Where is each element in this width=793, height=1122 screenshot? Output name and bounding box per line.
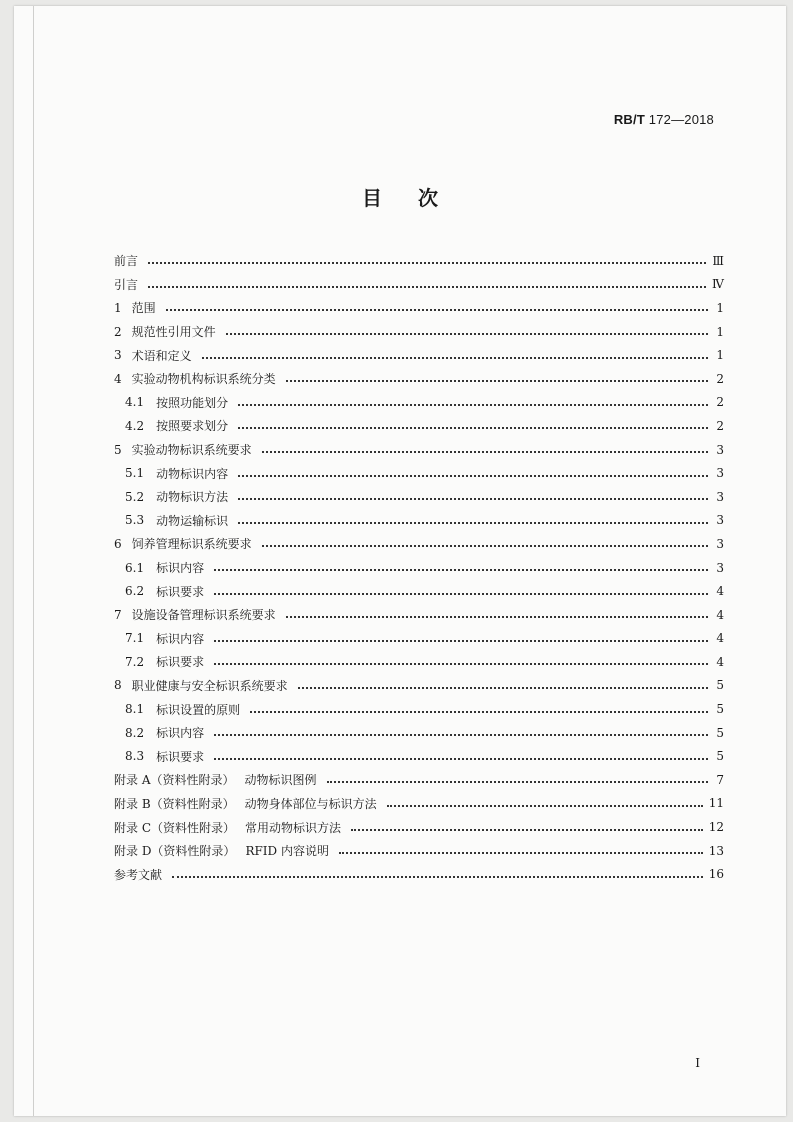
toc-entry-page: 3 xyxy=(716,513,724,528)
toc-entry-label: 动物运输标识 xyxy=(156,513,229,528)
toc-entry-label: 规范性引用文件 xyxy=(131,325,216,340)
toc-entry[interactable] xyxy=(114,650,724,674)
toc-entry[interactable] xyxy=(114,296,724,320)
toc-entry-number: 8.1 xyxy=(125,702,145,717)
toc-entry-label: 术语和定义 xyxy=(131,348,192,363)
toc-dot-leader xyxy=(286,379,708,382)
document-page xyxy=(14,6,786,1116)
toc-entry-page: 5 xyxy=(716,725,724,740)
toc-entry-page: 5 xyxy=(716,749,724,764)
toc-entry-page: 2 xyxy=(716,395,724,410)
toc-entry-label: 实验动物标识系统要求 xyxy=(131,443,252,458)
toc-entry[interactable] xyxy=(114,744,724,768)
toc-entry-number: 5.3 xyxy=(125,513,145,528)
toc-entry-number: 3 xyxy=(114,348,122,363)
toc-dot-leader xyxy=(298,686,708,689)
toc-entry-label: 动物身体部位与标识方法 xyxy=(244,796,377,811)
toc-dot-leader xyxy=(339,851,703,854)
toc-entry[interactable] xyxy=(114,532,724,556)
toc-entry[interactable] xyxy=(114,249,724,273)
toc-entry-page: 11 xyxy=(708,796,724,811)
toc-entry[interactable] xyxy=(114,792,724,816)
toc-entry-label: 动物标识内容 xyxy=(156,466,229,481)
toc-entry-number: 7.1 xyxy=(125,631,145,646)
toc-entry-page: 1 xyxy=(716,300,724,315)
toc-entry-label: 实验动物机构标识系统分类 xyxy=(131,372,276,387)
toc-dot-leader xyxy=(286,615,708,618)
toc-entry-page: 13 xyxy=(708,843,724,858)
toc-entry-page: 16 xyxy=(708,867,724,882)
toc-entry[interactable] xyxy=(114,697,724,721)
toc-dot-leader xyxy=(226,332,708,335)
toc-dot-leader xyxy=(351,828,703,831)
table-of-contents xyxy=(114,249,724,886)
toc-entry[interactable] xyxy=(114,815,724,839)
toc-entry-number: 5.2 xyxy=(125,489,145,504)
toc-dot-leader xyxy=(327,780,709,783)
toc-entry-label: 标识内容 xyxy=(156,726,205,741)
toc-entry-number: 附录 B（资料性附录） xyxy=(114,796,235,811)
toc-entry-label: RFID 内容说明 xyxy=(245,844,329,859)
toc-entry-label: 前言 xyxy=(114,254,139,269)
standard-code-number: 172—2018 xyxy=(648,112,714,127)
toc-entry-page: 2 xyxy=(716,371,724,386)
toc-entry-page: 12 xyxy=(708,820,724,835)
toc-entry-number: 2 xyxy=(114,324,122,339)
toc-entry[interactable] xyxy=(114,461,724,485)
toc-entry-number: 1 xyxy=(114,300,122,315)
toc-entry-page: 1 xyxy=(716,324,724,339)
toc-entry-number: 4 xyxy=(114,371,122,386)
toc-entry[interactable] xyxy=(114,579,724,603)
toc-dot-leader xyxy=(262,450,708,453)
toc-entry[interactable] xyxy=(114,367,724,391)
toc-entry-label: 设施设备管理标识系统要求 xyxy=(131,608,276,623)
toc-entry-label: 常用动物标识方法 xyxy=(245,820,342,835)
toc-dot-leader xyxy=(238,474,708,477)
toc-entry-page: 4 xyxy=(716,631,724,646)
toc-entry-number: 7 xyxy=(114,607,122,622)
toc-entry[interactable] xyxy=(114,674,724,698)
toc-entry[interactable] xyxy=(114,862,724,886)
toc-entry-number: 6.1 xyxy=(125,560,145,575)
toc-entry-label: 饲养管理标识系统要求 xyxy=(131,537,252,552)
toc-dot-leader xyxy=(250,710,708,713)
toc-entry-label: 标识设置的原则 xyxy=(156,702,241,717)
toc-entry[interactable] xyxy=(114,320,724,344)
toc-entry[interactable] xyxy=(114,485,724,509)
toc-dot-leader xyxy=(166,308,708,311)
toc-entry-label: 标识内容 xyxy=(156,631,205,646)
toc-entry-number: 6 xyxy=(114,536,122,551)
toc-entry-page: Ⅳ xyxy=(712,277,724,292)
toc-entry-page: 2 xyxy=(716,418,724,433)
standard-code xyxy=(614,112,714,127)
toc-entry-number: 8.3 xyxy=(125,749,145,764)
page-number: I xyxy=(695,1056,700,1070)
toc-dot-leader xyxy=(238,426,708,429)
toc-entry-page: 4 xyxy=(716,584,724,599)
toc-entry-number: 4.2 xyxy=(125,418,145,433)
toc-entry-page: 3 xyxy=(716,442,724,457)
toc-entry-number: 附录 A（资料性附录） xyxy=(114,773,235,788)
toc-entry-number: 7.2 xyxy=(125,654,145,669)
toc-entry-label: 按照功能划分 xyxy=(156,395,229,410)
toc-entry[interactable] xyxy=(114,839,724,863)
toc-entry[interactable] xyxy=(114,391,724,415)
toc-entry-number: 8 xyxy=(114,678,122,693)
toc-entry-label: 参考文献 xyxy=(114,867,163,882)
toc-entry-page: 5 xyxy=(716,702,724,717)
toc-dot-leader xyxy=(214,639,708,642)
toc-entry-page: 1 xyxy=(716,348,724,363)
toc-dot-leader xyxy=(214,662,708,665)
toc-entry[interactable] xyxy=(114,556,724,580)
toc-dot-leader xyxy=(238,497,708,500)
toc-entry-label: 引言 xyxy=(114,277,139,292)
toc-dot-leader xyxy=(214,568,708,571)
toc-entry[interactable] xyxy=(114,603,724,627)
toc-entry[interactable] xyxy=(114,768,724,792)
toc-entry-label: 动物标识方法 xyxy=(156,490,229,505)
toc-entry-page: 3 xyxy=(716,489,724,504)
toc-dot-leader xyxy=(202,356,708,359)
toc-entry-label: 动物标识图例 xyxy=(244,773,317,788)
toc-dot-leader xyxy=(214,757,708,760)
toc-entry[interactable] xyxy=(114,509,724,533)
toc-entry[interactable] xyxy=(114,627,724,651)
toc-entry-page: 7 xyxy=(716,772,724,787)
toc-dot-leader xyxy=(148,261,706,264)
toc-entry-number: 附录 D（资料性附录） xyxy=(114,844,236,859)
toc-entry-label: 标识内容 xyxy=(156,561,205,576)
page-title: 目次 xyxy=(362,186,474,210)
toc-entry-page: 5 xyxy=(716,678,724,693)
toc-entry-page: 4 xyxy=(716,607,724,622)
toc-entry-number: 附录 C（资料性附录） xyxy=(114,820,235,835)
toc-entry-number: 6.2 xyxy=(125,584,145,599)
toc-entry-page: 3 xyxy=(716,560,724,575)
toc-entry[interactable] xyxy=(114,273,724,297)
toc-entry-label: 标识要求 xyxy=(156,655,205,670)
toc-dot-leader xyxy=(387,804,703,807)
toc-dot-leader xyxy=(148,285,706,288)
toc-entry[interactable] xyxy=(114,438,724,462)
toc-entry-page: 4 xyxy=(716,654,724,669)
toc-entry-label: 职业健康与安全标识系统要求 xyxy=(131,678,288,693)
toc-dot-leader xyxy=(172,875,703,878)
toc-entry-label: 按照要求划分 xyxy=(156,419,229,434)
toc-entry[interactable] xyxy=(114,343,724,367)
toc-entry-number: 5.1 xyxy=(125,466,145,481)
toc-entry-number: 5 xyxy=(114,442,122,457)
toc-dot-leader xyxy=(238,521,708,524)
toc-entry-label: 标识要求 xyxy=(156,584,205,599)
toc-entry[interactable] xyxy=(114,414,724,438)
toc-entry-label: 标识要求 xyxy=(156,749,205,764)
toc-entry-label: 范围 xyxy=(131,301,156,316)
scan-edge-line xyxy=(33,6,34,1116)
toc-entry-page: Ⅲ xyxy=(712,253,724,268)
toc-dot-leader xyxy=(262,544,708,547)
toc-dot-leader xyxy=(214,733,708,736)
toc-entry[interactable] xyxy=(114,721,724,745)
toc-entry-number: 4.1 xyxy=(125,395,145,410)
toc-dot-leader xyxy=(214,592,708,595)
standard-code-prefix: RB/T xyxy=(613,112,645,127)
toc-entry-page: 3 xyxy=(716,536,724,551)
toc-entry-page: 3 xyxy=(716,466,724,481)
toc-entry-number: 8.2 xyxy=(125,725,145,740)
toc-dot-leader xyxy=(238,403,708,406)
